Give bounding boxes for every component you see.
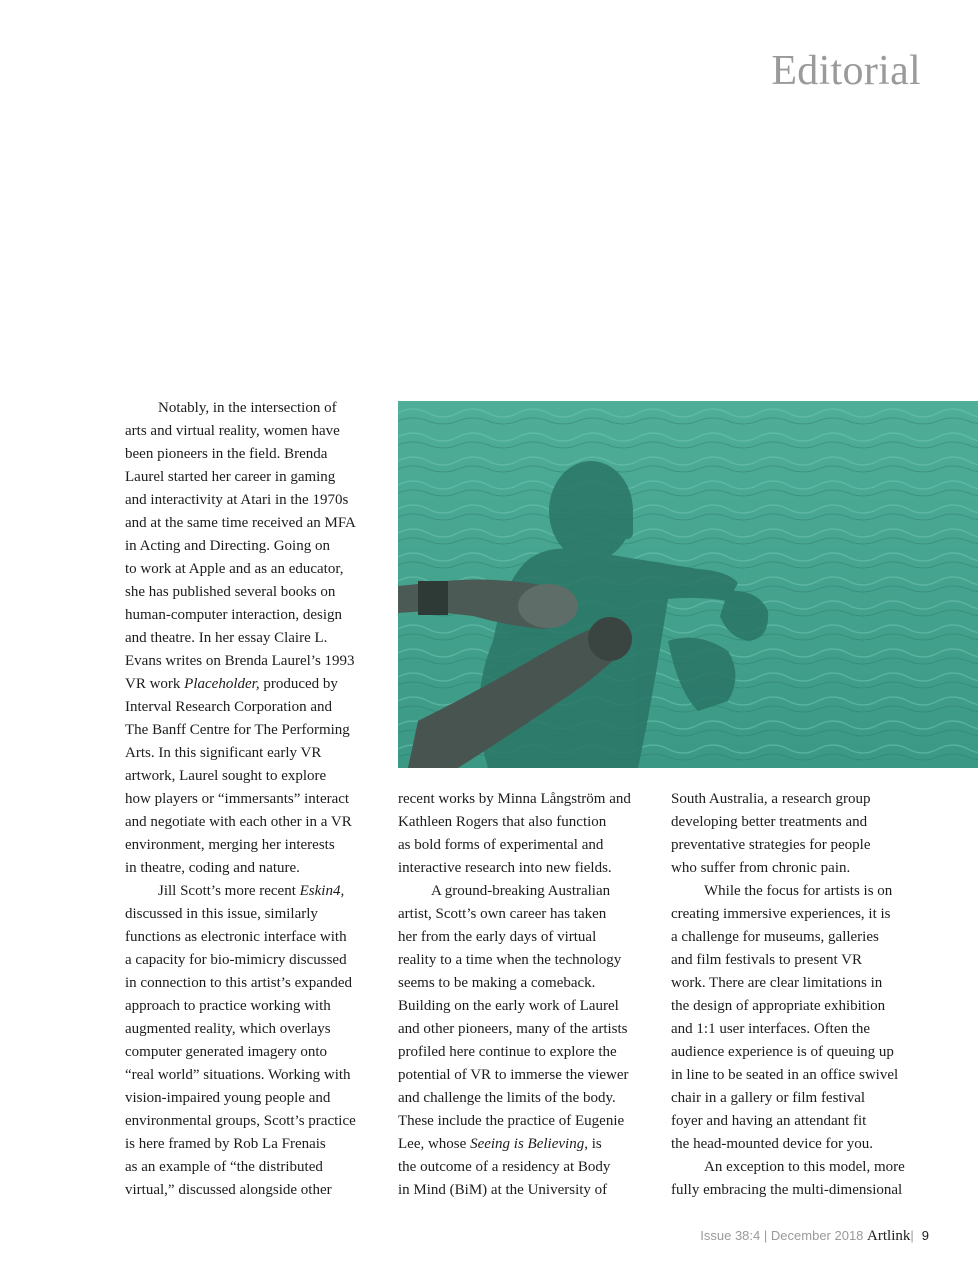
text-line-italic: Eskin4, (299, 883, 345, 899)
text-line-main: human-computer interaction, design (125, 607, 343, 623)
text-line-main: Arts. In this significant early VR (125, 745, 322, 761)
text-line-main: in line to be seated in an office swivel (671, 1067, 899, 1083)
text-line (398, 995, 653, 1018)
text-line (398, 811, 653, 834)
text-line (398, 1156, 653, 1179)
text-line-main: approach to practice working with (125, 998, 331, 1014)
text-line-main: artwork, Laurel sought to explore (125, 768, 327, 784)
text-line-main: in Acting and Directing. Going on (125, 538, 330, 554)
magazine-brand: Artlink (867, 1228, 911, 1244)
text-line (671, 1156, 921, 1179)
page-number: 9 (921, 1228, 929, 1243)
text-line-main: a capacity for bio-mimicry discussed (125, 952, 347, 968)
text-line-main: the design of appropriate exhibition (671, 998, 886, 1014)
text-line (125, 949, 377, 972)
section-title: Editorial (771, 48, 921, 94)
footer-separator: | (763, 1228, 768, 1243)
text-line (671, 788, 921, 811)
text-line (398, 834, 653, 857)
text-line-main: An exception to this model, more (704, 1159, 905, 1175)
text-line-main: how players or “immersants” interact (125, 791, 350, 807)
text-line (671, 811, 921, 834)
text-line-main: VR work (125, 676, 185, 692)
text-line (125, 1133, 377, 1156)
footer-separator-2: | (910, 1228, 914, 1243)
text-line-main: she has published several books on (125, 584, 336, 600)
text-line-main: audience experience is of queuing up (671, 1044, 894, 1060)
text-line (671, 834, 921, 857)
text-line-main: chair in a gallery or film festival (671, 1090, 866, 1106)
text-line-main: Evans writes on Brenda Laurel’s 1993 (125, 653, 355, 669)
text-line (671, 926, 921, 949)
text-line-main: The Banff Centre for The Performing (125, 722, 350, 738)
text-line (125, 1018, 377, 1041)
text-line-main: and interactivity at Atari in the 1970s (125, 492, 349, 508)
text-line (671, 857, 921, 880)
text-line (671, 995, 921, 1018)
text-line-main: the head-mounted device for you. (671, 1136, 874, 1152)
text-line-main: Building on the early work of Laurel (398, 998, 619, 1014)
page-footer (700, 1228, 929, 1245)
text-line-main: While the focus for artists is on (704, 883, 893, 899)
text-line (125, 834, 377, 857)
text-line (125, 535, 377, 558)
text-line (125, 397, 377, 420)
text-line-main: Laurel started her career in gaming (125, 469, 336, 485)
text-line (398, 972, 653, 995)
text-line-main: and theatre. In her essay Claire L. (125, 630, 328, 646)
text-line (125, 765, 377, 788)
text-line (125, 880, 377, 903)
text-line-main: artist, Scott’s own career has taken (398, 906, 607, 922)
text-line (125, 903, 377, 926)
text-line (125, 512, 377, 535)
text-line (398, 857, 653, 880)
text-line-main: recent works by Minna Långström and (398, 791, 631, 807)
text-line-main: and challenge the limits of the body. (398, 1090, 616, 1106)
text-line (671, 972, 921, 995)
text-line-main: who suffer from chronic pain. (671, 860, 851, 876)
text-line (398, 1133, 653, 1156)
text-line (125, 719, 377, 742)
text-line-main: virtual,” discussed alongside other (125, 1182, 332, 1198)
text-line (398, 949, 653, 972)
text-line-main: Notably, in the intersection of (158, 400, 337, 416)
text-line-main: Kathleen Rogers that also function (398, 814, 607, 830)
text-line-main: in connection to this artist’s expanded (125, 975, 353, 991)
text-line-main: These include the practice of Eugenie (398, 1113, 625, 1129)
text-line-main: South Australia, a research group (671, 791, 871, 807)
text-line-main: in theatre, coding and nature. (125, 860, 300, 876)
text-line-main: developing better treatments and (671, 814, 868, 830)
text-line (398, 1087, 653, 1110)
text-line-main: the outcome of a residency at Body (398, 1159, 611, 1175)
issue-number: Issue 38:4 (700, 1228, 761, 1243)
text-line (125, 926, 377, 949)
text-line-main: arts and virtual reality, women have (125, 423, 340, 439)
text-line (125, 696, 377, 719)
text-line-main: and at the same time received an MFA (125, 515, 356, 531)
text-line-main: as an example of “the distributed (125, 1159, 323, 1175)
text-line-main: and negotiate with each other in a VR (125, 814, 352, 830)
text-line-main: foyer and having an attendant fit (671, 1113, 867, 1129)
text-line (398, 788, 653, 811)
text-line-main: A ground-breaking Australian (431, 883, 611, 899)
article-photo (398, 401, 978, 768)
text-line (398, 1041, 653, 1064)
text-line-main: functions as electronic interface with (125, 929, 347, 945)
text-line (398, 926, 653, 949)
text-line-main: and film festivals to present VR (671, 952, 862, 968)
text-line (125, 581, 377, 604)
text-line (125, 1110, 377, 1133)
text-line-main: “real world” situations. Working with (125, 1067, 351, 1083)
text-column-1 (125, 397, 377, 1202)
text-line (125, 604, 377, 627)
text-line (125, 420, 377, 443)
text-line (125, 972, 377, 995)
text-line (671, 880, 921, 903)
text-line (125, 811, 377, 834)
text-line-main: as bold forms of experimental and (398, 837, 604, 853)
text-line (671, 1018, 921, 1041)
text-line (671, 1179, 921, 1202)
text-line-italic: Seeing is Believing (470, 1136, 585, 1152)
text-line-main: potential of VR to immerse the viewer (398, 1067, 629, 1083)
text-line-main: seems to be making a comeback. (398, 975, 596, 991)
text-line (125, 1064, 377, 1087)
text-line (125, 995, 377, 1018)
text-line (398, 1179, 653, 1202)
text-line-main: environment, merging her interests (125, 837, 335, 853)
text-line-main: creating immersive experiences, it is (671, 906, 891, 922)
text-line (671, 1133, 921, 1156)
text-line (398, 1018, 653, 1041)
text-line (398, 903, 653, 926)
text-line (671, 1110, 921, 1133)
text-line-main: fully embracing the multi-dimensional (671, 1182, 903, 1198)
text-line (671, 1041, 921, 1064)
shadow-figure-water-icon (398, 401, 978, 768)
text-column-3 (671, 788, 921, 1202)
text-line-after: produced by (259, 676, 338, 692)
text-line-main: her from the early days of virtual (398, 929, 597, 945)
text-line-main: been pioneers in the field. Brenda (125, 446, 328, 462)
text-line-main: in Mind (BiM) at the University of (398, 1182, 608, 1198)
text-line-main: preventative strategies for people (671, 837, 871, 853)
text-line (125, 1041, 377, 1064)
text-line-main: computer generated imagery onto (125, 1044, 328, 1060)
text-line-main: and 1:1 user interfaces. Often the (671, 1021, 871, 1037)
text-line-main: augmented reality, which overlays (125, 1021, 331, 1037)
text-line (671, 1064, 921, 1087)
text-column-2 (398, 788, 653, 1202)
text-line-main: Jill Scott’s more recent (158, 883, 300, 899)
text-line (398, 880, 653, 903)
text-line (398, 1064, 653, 1087)
text-line (125, 1156, 377, 1179)
text-line (125, 489, 377, 512)
text-line (125, 650, 377, 673)
text-line (125, 1087, 377, 1110)
text-line (671, 903, 921, 926)
text-line-main: reality to a time when the technology (398, 952, 622, 968)
text-line (671, 949, 921, 972)
text-line (125, 627, 377, 650)
text-line (125, 1179, 377, 1202)
text-line (125, 788, 377, 811)
text-line-main: and other pioneers, many of the artists (398, 1021, 628, 1037)
text-line-main: discussed in this issue, similarly (125, 906, 318, 922)
text-line (125, 673, 377, 696)
text-line-main: interactive research into new fields. (398, 860, 612, 876)
text-line-main: Interval Research Corporation and (125, 699, 333, 715)
text-line (671, 1087, 921, 1110)
text-line (125, 466, 377, 489)
text-line-main: profiled here continue to explore the (398, 1044, 617, 1060)
text-line (125, 443, 377, 466)
text-line-main: work. There are clear limitations in (671, 975, 883, 991)
text-line-main: Lee, whose (398, 1136, 471, 1152)
text-line-main: is here framed by Rob La Frenais (125, 1136, 326, 1152)
text-line-italic: Placeholder, (184, 676, 260, 692)
text-line (398, 1110, 653, 1133)
text-line (125, 742, 377, 765)
text-line (125, 558, 377, 581)
text-line (125, 857, 377, 880)
issue-date: December 2018 (770, 1228, 864, 1243)
text-line-main: a challenge for museums, galleries (671, 929, 879, 945)
text-line-after: , is (584, 1136, 602, 1152)
text-line-main: environmental groups, Scott’s practice (125, 1113, 356, 1129)
text-line-main: to work at Apple and as an educator, (125, 561, 344, 577)
text-line-main: vision-impaired young people and (125, 1090, 331, 1106)
